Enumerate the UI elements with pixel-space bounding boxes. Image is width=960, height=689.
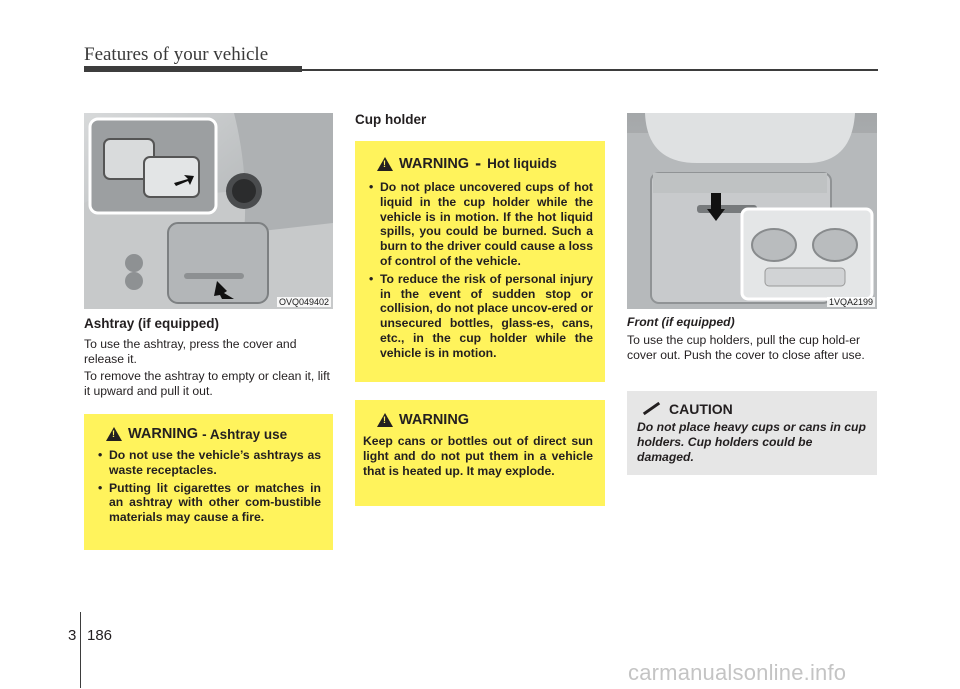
watermark: carmanualsonline.info — [628, 660, 847, 685]
warning-triangle-icon — [377, 413, 393, 427]
warning-list — [367, 180, 593, 361]
hot-liquids-warning-box — [355, 141, 605, 382]
warning-title: ! WARNING — [377, 412, 593, 428]
caution-pencil-icon — [641, 404, 661, 414]
ashtray-heading: Ashtray (if equipped) — [84, 316, 220, 331]
front-caption: Front (if equipped) — [627, 315, 735, 329]
caution-text: Do not place heavy cups or cans in cup holders. Cup holders could be damaged. — [637, 420, 866, 464]
ashtray-illustration — [84, 113, 333, 309]
page-number-divider — [80, 612, 81, 688]
page-header-title: Features of your vehicle — [84, 44, 269, 65]
page-number: 186 — [87, 627, 113, 644]
cup-holder-illustration — [627, 113, 877, 309]
ashtray-warning-box — [84, 414, 333, 550]
header-rule-line — [300, 69, 878, 71]
cup-holder-heading: Cup holder — [355, 112, 427, 127]
ashtray-photo — [84, 113, 333, 309]
explosion-warning-box — [355, 400, 605, 506]
ashtray-para-1: To use the ashtray, press the cover and release it. — [84, 337, 297, 366]
warning-title: ! WARNING - Ashtray use — [106, 426, 321, 442]
photo-code: 1VQA2199 — [828, 297, 873, 307]
cup-holder-photo — [627, 113, 877, 309]
list-item: • To reduce the risk of personal injury in the event of sudden stop or collision, do not place uncov-ered or unsecured bottles, glass-es, cans, etc., in the cup holder while the vehicle is in motion. — [367, 272, 593, 361]
list-item: • Putting lit cigarettes or matches in an ashtray with other com-bustible materials may cause a fire. — [96, 481, 321, 525]
list-item: • Do not use the vehicle’s ashtrays as waste receptacles. — [96, 448, 321, 478]
chapter-number: 3 — [68, 627, 77, 644]
warning-list — [96, 448, 321, 525]
caution-title: CAUTION — [641, 401, 867, 417]
list-item: • Do not place uncovered cups of hot liquid in the cup holder while the vehicle is in motion. If the hot liquid spills, you could be burned. Such a burn to the driver could cause a loss of control of the vehicle. — [367, 180, 593, 269]
warning-text: Keep cans or bottles out of direct sun light and do not put them in a vehicle that is heated up. It may explode. — [363, 434, 593, 478]
ashtray-para-2: To remove the ashtray to empty or clean it, lift it upward and pull it out. — [84, 369, 330, 398]
warning-triangle-icon — [106, 427, 122, 441]
caution-box — [627, 391, 877, 475]
photo-code: OVQ049402 — [278, 297, 329, 307]
warning-triangle-icon — [377, 157, 393, 171]
warning-title: ! WARNING - Hot liquids — [377, 153, 593, 174]
cup-holder-para: To use the cup holders, pull the cup hold-er cover out. Push the cover to close after use. — [627, 333, 865, 362]
header-rule — [84, 66, 302, 72]
